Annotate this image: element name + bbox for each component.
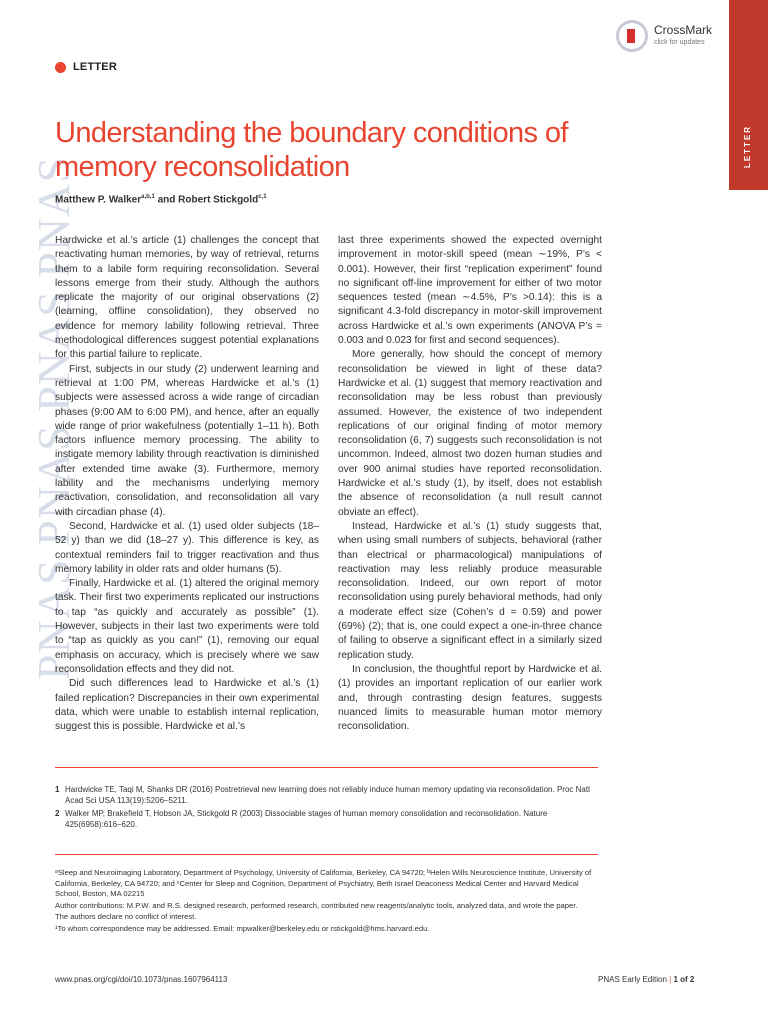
page-footer <box>598 975 694 984</box>
reference-text: Walker MP, Brakefield T, Hobson JA, Stickgold R (2003) Dissociable stages of human memory consolidation and reconsolidation. Nature 425(6958):616–620. <box>65 809 548 829</box>
body-paragraph: More generally, how should the concept of memory reconsolidation be viewed in light of these data? Hardwicke et al. (1) suggest that memory reactivation and reconsolidation may be less robust than previously assumed. However, the existence of two independent replications of our original finding of motor memory reconsolidation (6, 7) suggests such reconsolidation is not uncommon. Indeed, almost two dozen human studies and over 900 animal studies have reported reconsolidation. Hardwicke et al.’s study (1), by itself, does not establish the absence of reconsolidation (a null result cannot obviate an effect). <box>338 349 602 518</box>
article-type-badge <box>55 59 117 75</box>
body-paragraph: Did such differences lead to Hardwicke et al.’s (1) failed replication? Discrepancies in their own experimental data, which were unable to establish internal replication, suggest this is possible. Hardwicke et al.’s <box>55 678 319 733</box>
author-contributions: Author contributions: M.P.W. and R.S. designed research, performed research, contributed new reagents/analytic tools, analyzed data, and wrote the paper. <box>55 900 578 910</box>
body-paragraph: Finally, Hardwicke et al. (1) altered the original memory task. Their first two experiments replicated our instructions to tap “as quickly and accurately as possible” (1). However, subjects in their last two experiments were told to “tap as quickly as you can!” (1), removing our equal emphasis on accuracy, which is precisely where we saw reconsolidation effects and they did not. <box>55 578 319 675</box>
crossmark-icon <box>616 20 648 52</box>
body-paragraph: Instead, Hardwicke et al.’s (1) study suggests that, when using small numbers of subjects, behavioral (rather than electrical or pharmacological) manipulations of reactivation may less reliably produce measurable reconsolidation. Indeed, our own report of motor reconsolidation using purely behavioral methods, had only a moderate effect size (Cohen’s d = 0.59) and power (69%) (2); that is, one could expect a one-in-three chance of failing to observe a significant effect in a similarly sized replication study. <box>338 520 602 661</box>
footer-separator: | <box>666 975 674 984</box>
footnotes-divider <box>55 854 598 855</box>
reference-number: 1 <box>55 785 60 794</box>
footnotes <box>55 868 600 935</box>
doi-link[interactable]: www.pnas.org/cgi/doi/10.1073/pnas.1607964113 <box>55 975 228 984</box>
body-paragraph: First, subjects in our study (2) underwent learning and retrieval at 1:00 PM, whereas Hardwicke et al.’s (1) subjects were assessed across a wide range of circadian phases (9:00 AM to 6:00 PM), and hence, after an equally wide range of prior wakefulness (potentially 1–11 h). Both factors influence memory processing. The ability to instigate memory lability through reactivation is diminished after extended time awake (3). Furthermore, memory lability and the mechanisms underlying memory reactivation, consolidation, and reconsolidation all vary with circadian phase (4). <box>55 363 319 518</box>
reference-list <box>55 784 600 832</box>
conflict-statement: The authors declare no conflict of interest. <box>55 912 197 921</box>
author-list <box>55 194 267 205</box>
crossmark-button[interactable] <box>616 20 726 54</box>
edition-label: PNAS Early Edition <box>598 975 667 984</box>
body-paragraph: In conclusion, the thoughtful report by Hardwicke et al. (1) provides an important replication of our earlier work and, through contrasting design features, suggests nuanced limits to measurable human motor memory reconsolidation. <box>338 663 602 733</box>
side-bar-label: LETTER <box>743 124 753 169</box>
crossmark-subtitle: click for updates <box>654 39 705 46</box>
badge-label: LETTER <box>73 61 117 73</box>
author-name: Matthew P. Walker <box>55 194 142 206</box>
references-divider <box>55 767 598 768</box>
author-joiner: and <box>154 194 179 206</box>
correspondence: ¹To whom correspondence may be addressed. Email: mpwalker@berkeley.edu or rstickgold@hms.harvard.edu. <box>55 923 430 933</box>
body-paragraph: Second, Hardwicke et al. (1) used older subjects (18–52 y) than we did (18–27 y). This difference is key, as contextual reminders fail to trigger reactivation and thus memory lability in older rats and older humans (5). <box>55 520 319 575</box>
crossmark-title: CrossMark <box>654 23 713 37</box>
reference-item <box>55 784 600 806</box>
badge-dot-icon <box>55 62 66 73</box>
body-column-right <box>338 234 602 734</box>
body-column-left <box>55 234 319 734</box>
body-paragraph: last three experiments showed the expected overnight improvement in motor-skill speed (mean ∼19%, P’s < 0.001). However, their first “replication experiment” found no significant off-line improvement for either of two motor sequences tested (mean ∼4.5%, P’s >0.14): this is a significant 4.3-fold discrepancy in motor-skill improvement across Hardwicke et al.’s own experiments (ANOVA P’s = 0.003 and 0.023 for first and second sequences). <box>338 235 602 347</box>
reference-text: Hardwicke TE, Taqi M, Shanks DR (2016) Postretrieval new learning does not reliably induce human memory updating via reconsolidation. Proc Natl Acad Sci USA 113(19):5206–5211. <box>65 785 590 805</box>
affiliations: ᵃSleep and Neuroimaging Laboratory, Department of Psychology, University of California, Berkeley, CA 94720; ᵇHelen Wills Neuroscience Institute, University of California, Berkeley, CA 94720; and ᶜCenter for Sleep and Cognition, Department of Psychiatry, Beth Israel Deaconess Medical Center and Harvard Medical School, Boston, MA 02215 <box>55 868 592 898</box>
reference-number: 2 <box>55 809 60 818</box>
author-name: Robert Stickgold <box>178 194 259 206</box>
pnas-watermark: PNAS PNAS PNAS PNAS <box>28 156 79 680</box>
body-paragraph: Hardwicke et al.’s article (1) challenges the concept that reactivating human memories, by way of retrieval, returns them to a labile form requiring reconsolidation. Several lessons emerge from their study. Although the authors replicate the majority of our original observations (2) (learning, offline consolidation), they observed no evidence for memory lability following retrieval. Three methodological differences suggest potential explanations for this partial failure to replicate. <box>55 235 319 361</box>
page-number: 1 of 2 <box>673 975 695 984</box>
author-affiliation: a,b,1 <box>141 194 155 200</box>
author-affiliation: c,1 <box>258 194 267 200</box>
article-title: Understanding the boundary conditions of memory reconsolidation <box>55 117 568 183</box>
reference-item <box>55 808 600 830</box>
